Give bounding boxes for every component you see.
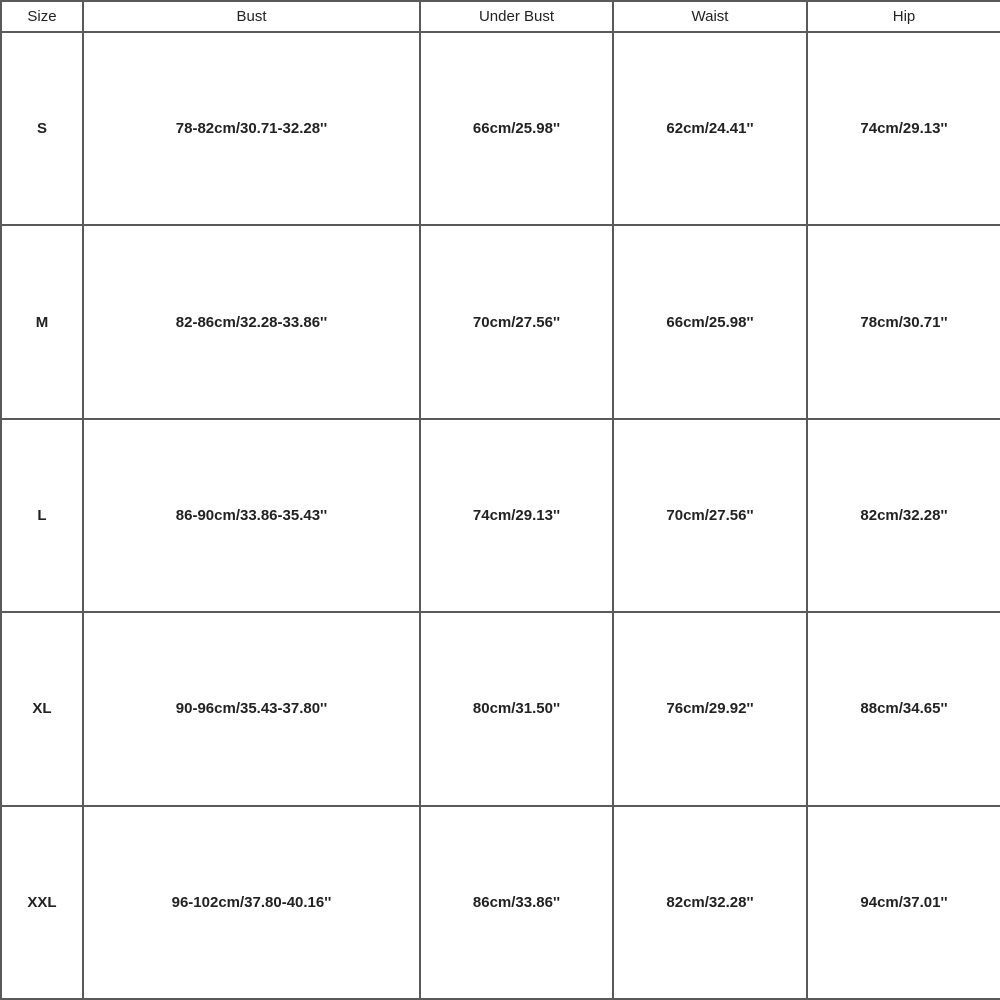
hip-cell: 78cm/30.71'': [807, 225, 1000, 418]
waist-cell: 62cm/24.41'': [613, 32, 807, 225]
header-bust: Bust: [83, 1, 420, 32]
waist-cell: 66cm/25.98'': [613, 225, 807, 418]
under-bust-cell: 74cm/29.13'': [420, 419, 613, 612]
bust-cell: 96-102cm/37.80-40.16'': [83, 806, 420, 999]
size-cell: M: [1, 225, 83, 418]
size-cell: L: [1, 419, 83, 612]
waist-cell: 76cm/29.92'': [613, 612, 807, 805]
bust-cell: 82-86cm/32.28-33.86'': [83, 225, 420, 418]
header-under-bust: Under Bust: [420, 1, 613, 32]
header-waist: Waist: [613, 1, 807, 32]
bust-cell: 90-96cm/35.43-37.80'': [83, 612, 420, 805]
hip-cell: 88cm/34.65'': [807, 612, 1000, 805]
size-cell: XXL: [1, 806, 83, 999]
header-hip: Hip: [807, 1, 1000, 32]
hip-cell: 94cm/37.01'': [807, 806, 1000, 999]
table-row: [1, 419, 1000, 612]
table-row: [1, 612, 1000, 805]
table-header: [1, 1, 1000, 32]
hip-cell: 74cm/29.13'': [807, 32, 1000, 225]
hip-cell: 82cm/32.28'': [807, 419, 1000, 612]
under-bust-cell: 80cm/31.50'': [420, 612, 613, 805]
bust-cell: 86-90cm/33.86-35.43'': [83, 419, 420, 612]
under-bust-cell: 66cm/25.98'': [420, 32, 613, 225]
waist-cell: 82cm/32.28'': [613, 806, 807, 999]
table-body: [1, 32, 1000, 999]
waist-cell: 70cm/27.56'': [613, 419, 807, 612]
size-cell: XL: [1, 612, 83, 805]
under-bust-cell: 70cm/27.56'': [420, 225, 613, 418]
under-bust-cell: 86cm/33.86'': [420, 806, 613, 999]
size-cell: S: [1, 32, 83, 225]
header-row: [1, 1, 1000, 32]
bust-cell: 78-82cm/30.71-32.28'': [83, 32, 420, 225]
table-row: [1, 806, 1000, 999]
header-size: Size: [1, 1, 83, 32]
table-row: [1, 32, 1000, 225]
table-row: [1, 225, 1000, 418]
